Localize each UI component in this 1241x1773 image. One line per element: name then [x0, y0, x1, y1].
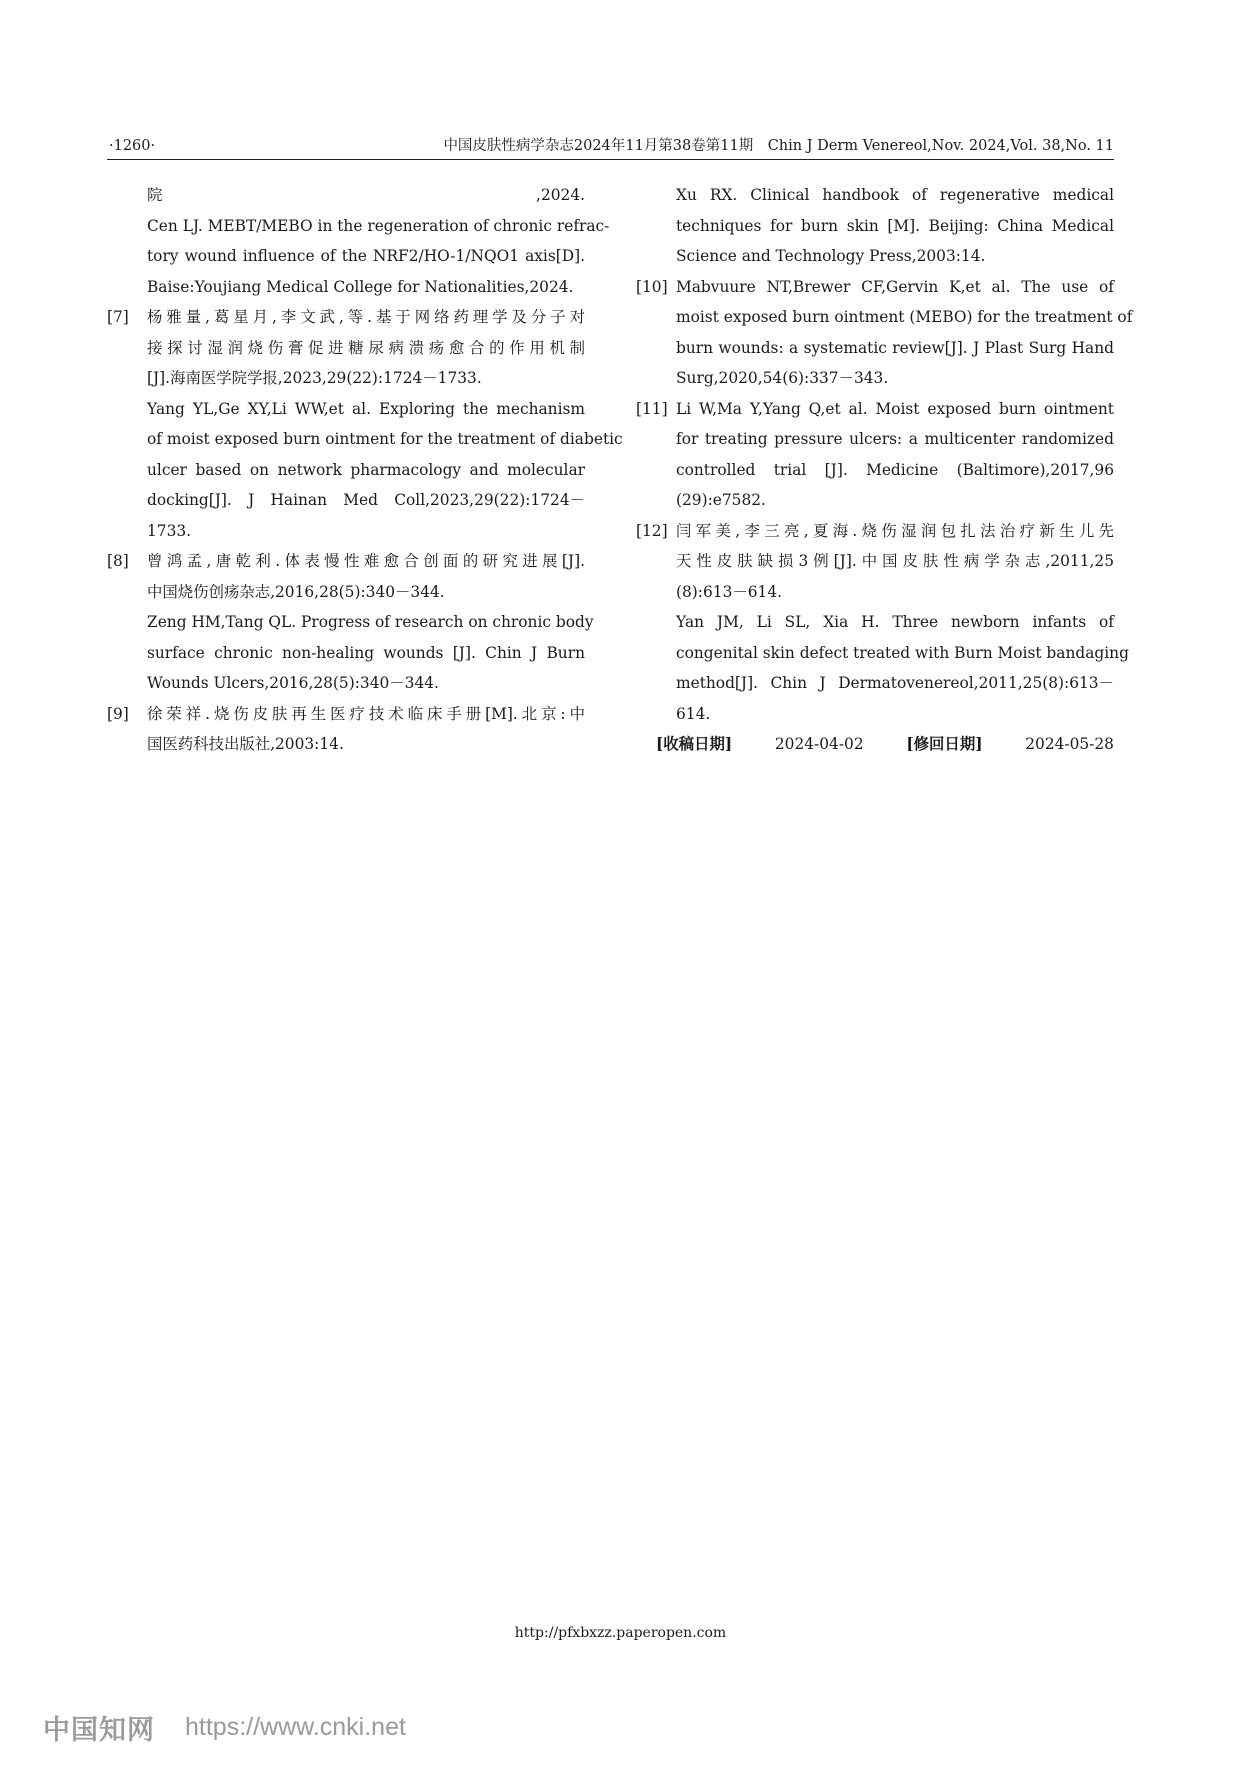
- ref-line: Baise:Youjiang Medical College for Nationalities,2024.: [147, 277, 574, 296]
- left-column: [107, 180, 623, 760]
- ref-line: 闫军美,李三亮,夏海.烧伤湿润包扎法治疗新生儿先: [676, 521, 1114, 540]
- ref-line: 1733.: [147, 521, 192, 540]
- ref-line: docking[J]. J Hainan Med Coll,2023,29(22):1724－: [147, 491, 585, 509]
- reference-10: [636, 272, 1133, 394]
- reference-8: [107, 546, 594, 699]
- ref-line: 国医药科技出版社,2003:14.: [147, 735, 344, 753]
- submission-dates: [636, 729, 1114, 760]
- reference-12: [636, 516, 1129, 730]
- ref-line: (29):e7582.: [676, 491, 766, 509]
- ref-line: of moist exposed burn ointment for the treatment of diabetic: [147, 430, 623, 448]
- reference-continuation: [107, 180, 610, 302]
- revised-date: 2024-05-28: [1025, 735, 1114, 753]
- revised-label: [修回日期]: [906, 735, 983, 753]
- ref-number: [7]: [107, 308, 129, 326]
- ref-line: method[J]. Chin J Dermatovenereol,2011,25(8):613－: [676, 674, 1114, 692]
- ref-line: Wounds Ulcers,2016,28(5):340－344.: [147, 674, 439, 692]
- cnki-watermark: [43, 1707, 406, 1747]
- ref-line: Li W,Ma Y,Yang Q,et al. Moist exposed burn ointment: [676, 399, 1114, 418]
- ref-line: for treating pressure ulcers: a multicenter randomized: [676, 430, 1114, 448]
- ref-line: Science and Technology Press,2003:14.: [676, 247, 986, 265]
- ref-line: techniques for burn skin [M]. Beijing: China Medical: [676, 216, 1114, 235]
- ref-line: 天性皮肤缺损3例[J].中国皮肤性病学杂志,2011,25: [676, 552, 1114, 570]
- header-rule: [107, 159, 1114, 160]
- ref-line: Yan JM, Li SL, Xia H. Three newborn infants of: [676, 613, 1114, 631]
- right-column: [636, 180, 1133, 760]
- ref-line: 614.: [676, 704, 711, 723]
- ref-line: Yang YL,Ge XY,Li WW,et al. Exploring the mechanism: [147, 399, 585, 418]
- ref-line: [J].海南医学院学报,2023,29(22):1724－1733.: [147, 369, 482, 387]
- ref-line: (8):613－614.: [676, 582, 783, 601]
- ref-line: controlled trial [J]. Medicine (Baltimore),2017,96: [676, 460, 1114, 479]
- ref-line: 徐荣祥.烧伤皮肤再生医疗技术临床手册[M].北京:中: [147, 704, 585, 723]
- ref-line: Xu RX. Clinical handbook of regenerative medical: [676, 186, 1114, 204]
- reference-11: [636, 394, 1114, 516]
- ref-number: [8]: [107, 552, 129, 570]
- ref-line: 院,2024.: [147, 186, 585, 204]
- running-header: [107, 132, 1114, 160]
- ref-line: Cen LJ. MEBT/MEBO in the regeneration of chronic refrac-: [147, 216, 610, 235]
- ref-line: burn wounds: a systematic review[J]. J Plast Surg Hand: [676, 338, 1114, 357]
- ref-line: 中国烧伤创疡杂志,2016,28(5):340－344.: [147, 582, 445, 601]
- ref-line: 曾鸿孟,唐乾利.体表慢性难愈合创面的研究进展[J].: [147, 552, 585, 570]
- received-label: [收稿日期]: [656, 735, 733, 753]
- ref-number: [11]: [636, 399, 668, 418]
- ref-line: congenital skin defect treated with Burn Moist bandaging: [676, 643, 1129, 662]
- ref-line: Mabvuure NT,Brewer CF,Gervin K,et al. The use of: [676, 277, 1114, 296]
- cnki-url: https://www.cnki.net: [185, 1712, 406, 1741]
- ref-line: Surg,2020,54(6):337－343.: [676, 369, 889, 387]
- ref-number: [10]: [636, 277, 668, 296]
- journal-info: 中国皮肤性病学杂志2024年11月第38卷第11期 Chin J Derm Venereol,Nov. 2024,Vol. 38,No. 11: [443, 138, 1114, 154]
- ref-line: 杨雅量,葛星月,李文武,等.基于网络药理学及分子对: [147, 308, 585, 326]
- ref-line: Zeng HM,Tang QL. Progress of research on chronic body: [147, 613, 594, 631]
- journal-url: http://pfxbxzz.paperopen.com: [514, 1625, 727, 1641]
- ref-line: moist exposed burn ointment (MEBO) for the treatment of: [676, 308, 1133, 326]
- ref-line: tory wound influence of the NRF2/HO-1/NQO1 axis[D].: [147, 247, 585, 265]
- reference-7: [107, 302, 623, 546]
- cnki-logo: 中国知网: [43, 1714, 155, 1746]
- ref-number: [12]: [636, 521, 668, 540]
- ref-line: ulcer based on network pharmacology and molecular: [147, 460, 585, 479]
- page-number: ·1260·: [109, 138, 156, 154]
- ref-number: [9]: [107, 704, 129, 723]
- reference-9: [107, 699, 585, 760]
- ref-line: surface chronic non-healing wounds [J]. Chin J Burn: [147, 643, 585, 662]
- received-date: 2024-04-02: [774, 735, 864, 753]
- ref-line: 接探讨湿润烧伤膏促进糖尿病溃疡愈合的作用机制: [147, 338, 585, 357]
- reference-continuation: [636, 180, 1114, 272]
